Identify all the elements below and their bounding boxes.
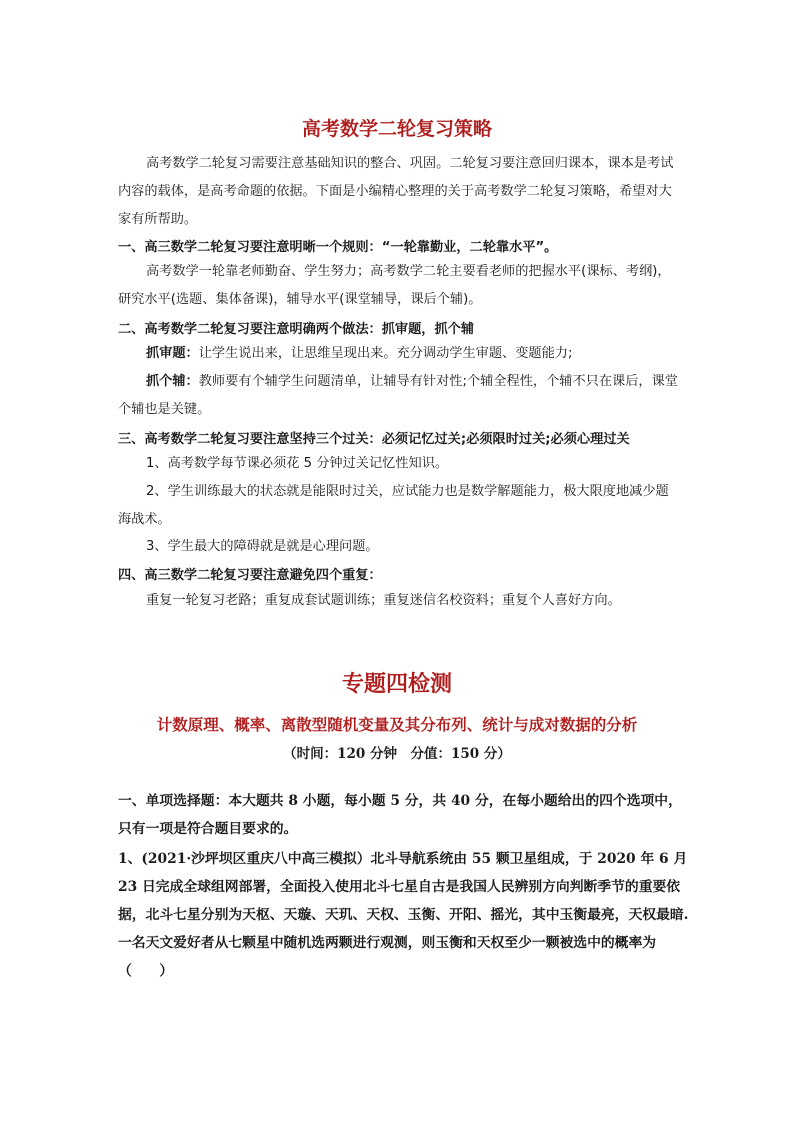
- paragraph-repeats: 重复一轮复习老路；重复成套试题训练；重复迷信名校资料；重复个人喜好方向。: [146, 593, 621, 608]
- heading-avoid-repeats: 四、高三数学二轮复习要注意避免四个重复：: [118, 568, 382, 583]
- paragraph-rule: 高考数学一轮靠老师勤奋、学生努力；高考数学二轮主要看老师的把握水平(课标、考纲)，研究水平(选题、集体备课)，辅导水平(课堂辅导，课后个辅)。: [118, 264, 671, 307]
- test-subtitle: 计数原理、概率、离散型随机变量及其分布列、统计与成对数据的分析: [156, 715, 638, 734]
- paragraph-timed: 2、学生训练最大的状态就是能限时过关，应试能力也是数学解题能力，极大限度地减少题海战术。: [118, 484, 669, 527]
- paragraph-memory: 1、高考数学每节课必须花 5 分钟过关记忆性知识。: [146, 456, 449, 471]
- paragraph-tutoring: [118, 368, 678, 424]
- test-title: 专题四检测: [341, 671, 452, 697]
- review-question-text: 让学生说出来，让思维呈现出来。充分调动学生审题、变题能力;: [198, 346, 573, 361]
- test-time-score: （时间：120 分钟 分值：150 分）: [283, 746, 511, 762]
- heading-three-checks: 三、高考数学二轮复习要注意坚持三个过关：必须记忆过关;必须限时过关;必须心理过关: [118, 432, 630, 447]
- tutoring-lead: 抓个辅：: [146, 374, 199, 389]
- paragraph-review-question: [118, 340, 678, 368]
- heading-two-methods: 二、高考数学二轮复习要注意明确两个做法：抓审题，抓个辅: [118, 322, 475, 337]
- tutoring-text: 教师要有个辅学生问题清单，让辅导有针对性;个辅全程性，个辅不只在课后，课堂个辅也是关键。: [118, 374, 678, 417]
- paragraph-psychology: 3、学生最大的障碍就是就是心理问题。: [146, 539, 379, 554]
- strategy-title: 高考数学二轮复习策略: [301, 118, 492, 140]
- review-question-lead: 抓审题：: [146, 346, 199, 361]
- question-1: 1、(2021·沙坪坝区重庆八中高三模拟）北斗导航系统由 55 颗卫星组成，于 2020 年 6 月 23 日完成全球组网部署，全面投入使用北斗七星自古是我国人民辨别方向判断季节的重要依据，北斗七星分别为天枢、天璇、天玑、天权、玉衡、开阳、摇光，其中玉衡最亮，天权最暗.一名天文爱好者从七颗星中随机选两颗进行观测，则玉衡和天权至少一颗被选中的概率为（ ）: [118, 851, 689, 979]
- strategy-intro: 高考数学二轮复习需要注意基础知识的整合、巩固。二轮复习要注意回归课本，课本是考试内容的载体，是高考命题的依据。下面是小编精心整理的关于高考数学二轮复习策略，希望对大家有所帮助。: [118, 156, 674, 227]
- section-instructions: 一、单项选择题：本大题共 8 小题，每小题 5 分，共 40 分，在每小题给出的四个选项中，只有一项是符合题目要求的。: [118, 793, 682, 837]
- heading-rule: 一、高三数学二轮复习要注意明晰一个规则：“一轮靠勤业，二轮靠水平”。: [118, 240, 558, 255]
